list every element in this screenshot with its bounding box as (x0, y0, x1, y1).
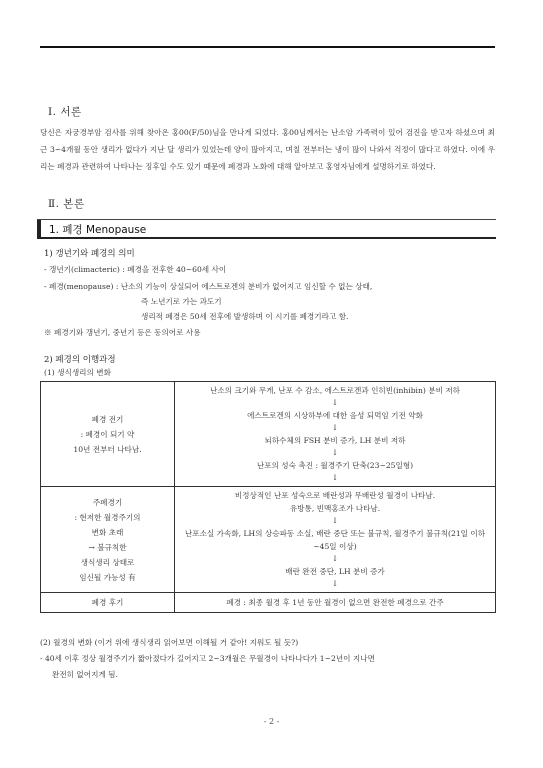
stage-label: 주폐경기 (92, 497, 123, 507)
flow-step: 배란 완전 중단, LH 분비 증가 (285, 567, 385, 576)
subheading-transition: 2) 폐경의 이행과정 (44, 355, 116, 365)
down-arrow-icon: ↓ (331, 473, 339, 482)
stage-desc: 임신될 가능성 有 (79, 572, 136, 582)
heading-text: 1. 폐경 Menopause (49, 224, 147, 236)
stage-desc: 생식생리 상태로 (80, 557, 135, 567)
flow-cell-perimenopause (175, 487, 496, 593)
down-arrow-icon: ↓ (331, 398, 339, 407)
definition-menopause-age: 생리적 폐경은 50세 전후에 발생하며 이 시기를 폐경기라고 함. (141, 312, 349, 321)
stage-label: 폐경 전기 (91, 414, 124, 424)
stage-cell-perimenopause (41, 487, 175, 593)
table-row-perimenopause (41, 487, 496, 593)
down-arrow-icon: ↓ (331, 423, 339, 432)
flow-step: 유방통, 빈맥홍조가 나타남. (289, 504, 381, 513)
flow-step: 비정상적인 난포 성숙으로 배란성과 무배란성 월경이 나타남. (234, 491, 436, 500)
flow-step: 에스트로겐의 시상하부에 대한 음성 되먹임 기전 약화 (247, 411, 423, 420)
subheading-meaning: 1) 갱년기와 폐경의 의미 (44, 249, 135, 259)
heading-accent-bar (37, 220, 41, 237)
intro-paragraph: 당신은 자궁경부암 검사를 위해 찾아온 홍00(F/50)님을 만나게 되었다. 홍00님께서는 난소암 가족력이 있어 검진을 받고자 하셨으며 최근 3~4개월 동안 생리가 없다가 지난 달 생리가 있었는데 양이 많아지고, 며칠 전부터는 냉이 많이 나와서 걱정이 많다고 하였다. 이에 우리는 폐경과 관련하여 나타나는 징후일 수도 있기 때문에 폐경과 노화에 대해 알아보고 홍영자님에게 설명하기로 하였다. (40, 128, 495, 171)
stage-desc: : 현저한 월경주기의 (74, 512, 141, 522)
down-arrow-icon: ↓ (331, 516, 339, 525)
page-number: - 2 - (263, 717, 280, 726)
header-rule (40, 46, 495, 48)
stage-cell-postmenopause (41, 593, 175, 613)
section-2-title: Ⅱ. 본론 (48, 198, 85, 210)
subheading-menstrual-change: (2) 월경의 변화 (이거 위에 생식생리 읽어보면 이해될 거 같아! 지워도 될 듯?) (40, 638, 299, 647)
synonym-note: ※ 폐경기와 갱년기, 중년기 등은 동의어로 사용 (44, 328, 201, 337)
down-arrow-icon: ↓ (331, 554, 339, 563)
heading-menopause (37, 219, 496, 239)
stage-desc: → 불규칙한 (88, 542, 127, 552)
section-1-title: Ⅰ. 서론 (48, 106, 82, 118)
table-row-postmenopause (41, 593, 496, 613)
flow-step: 난포의 성숙 촉진 : 월경주기 단축(23~25일형) (256, 461, 414, 470)
definition-menopause: - 폐경(menopause) : 난소의 기능이 상실되어 에스트로겐의 분비가 없어지고 임신할 수 없는 상태, (44, 282, 373, 291)
stage-desc: 10년 전부터 나타남. (73, 444, 142, 454)
table-row-premenopause (41, 382, 496, 487)
down-arrow-icon: ↓ (331, 579, 339, 588)
menstrual-change-line2: 완전히 없어지게 됨. (52, 670, 118, 679)
flow-step: 폐경 : 최종 월경 후 1년 동안 월경이 없으면 완전한 폐경으로 간주 (226, 598, 444, 607)
flow-cell-premenopause (175, 382, 496, 487)
down-arrow-icon: ↓ (331, 448, 339, 457)
stage-label: 폐경 후기 (91, 598, 124, 607)
definition-menopause-cont: 즉 노년기로 가는 과도기 (141, 297, 222, 306)
transition-table (40, 381, 496, 613)
subheading-reproductive-change: (1) 생식생리의 변화 (44, 368, 111, 377)
stage-desc: 변화 초래 (91, 527, 124, 537)
menstrual-change-line1: - 40세 이후 정상 월경주기가 짧아졌다가 길어지고 2~3개월은 무월경이 나타나다가 1~2년이 지나면 (40, 654, 375, 663)
flow-step: 난소의 크기와 무게, 난포 수 감소, 에스트로겐과 인히빈(inhibin) 분비 저하 (209, 386, 461, 395)
flow-cell-postmenopause (175, 593, 496, 613)
flow-step: 뇌하수체의 FSH 분비 증가, LH 분비 저하 (264, 436, 406, 445)
flow-step: 난포소실 가속화, LH의 상승파동 소실, 배란 중단 또는 불규칙, 월경주기 불규칙(21일 이하~45일 이상) (184, 529, 486, 551)
stage-desc: : 폐경이 되기 약 (80, 429, 135, 439)
stage-cell-premenopause (41, 382, 175, 487)
definition-climacteric: - 갱년기(climacteric) : 폐경을 전후한 40~60세 사이 (44, 265, 227, 274)
